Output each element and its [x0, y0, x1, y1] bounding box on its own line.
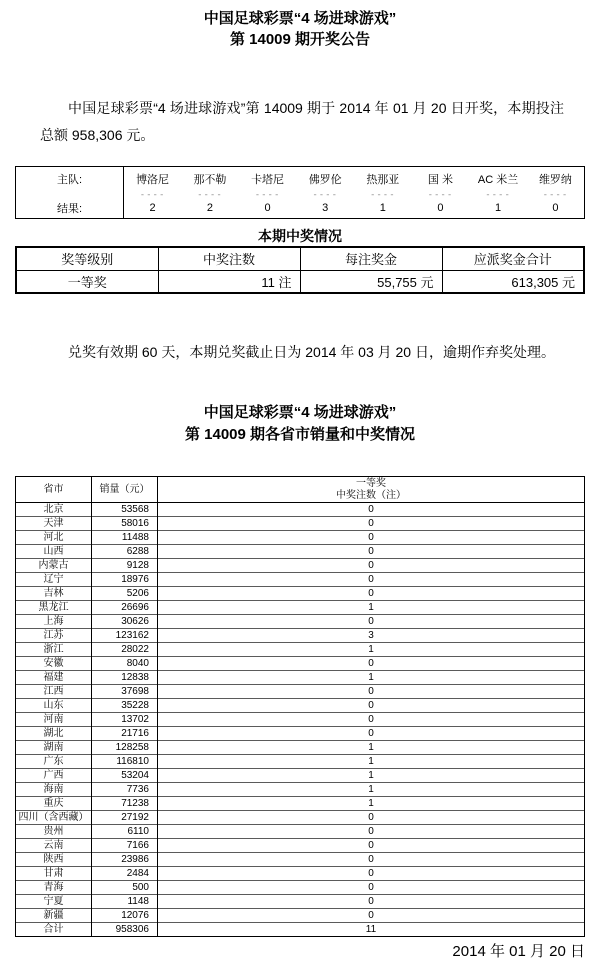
province-name-cell: 天津: [16, 517, 92, 531]
province-sales-cell: 116810: [92, 755, 158, 769]
province-wins-cell: 0: [158, 573, 585, 587]
province-sales-cell: 2484: [92, 867, 158, 881]
province-sales-cell: 21716: [92, 727, 158, 741]
province-name-cell: 海南: [16, 783, 92, 797]
province-wins-cell: 1: [158, 643, 585, 657]
team-name: 那不勒: [193, 173, 227, 186]
province-name-cell: 甘肃: [16, 867, 92, 881]
province-row: [16, 853, 585, 867]
province-sales-cell: 6110: [92, 825, 158, 839]
province-name-cell: 青海: [16, 881, 92, 895]
team-name: AC 米兰: [477, 173, 519, 186]
province-sales-cell: 23986: [92, 853, 158, 867]
province-wins-cell: 0: [158, 587, 585, 601]
province-row: [16, 895, 585, 909]
results-row: [16, 200, 585, 219]
separator-label-cell: [16, 188, 124, 200]
province-row: [16, 671, 585, 685]
team-result: 2: [206, 201, 213, 214]
prize-header-total: 应派奖金合计: [442, 247, 584, 270]
province-row: [16, 629, 585, 643]
province-name-cell: 安徽: [16, 657, 92, 671]
province-sales-cell: 27192: [92, 811, 158, 825]
province-wins-cell: 1: [158, 671, 585, 685]
prize-section-title: 本期中奖情况: [258, 228, 342, 244]
province-sales-cell: 9128: [92, 559, 158, 573]
prize-amount-value: 55,755 元: [300, 270, 442, 293]
province-name-cell: 山西: [16, 545, 92, 559]
province-header-wins: [158, 477, 585, 503]
province-name-cell: 宁夏: [16, 895, 92, 909]
province-wins-cell: 0: [158, 825, 585, 839]
province-sales-cell: 123162: [92, 629, 158, 643]
team-result: 2: [149, 201, 156, 214]
province-row: [16, 825, 585, 839]
province-wins-cell: 0: [158, 699, 585, 713]
province-wins-cell: 0: [158, 839, 585, 853]
province-sales-cell: 8040: [92, 657, 158, 671]
team-separator: [412, 188, 470, 200]
province-name-cell: 陕西: [16, 853, 92, 867]
document-title: [0, 8, 600, 50]
province-name-cell: 合计: [16, 923, 92, 937]
province-row: [16, 867, 585, 881]
prize-header-count: 中奖注数: [158, 247, 300, 270]
province-name-cell: 江西: [16, 685, 92, 699]
province-row: [16, 587, 585, 601]
province-sales-cell: 37698: [92, 685, 158, 699]
province-name-cell: 山东: [16, 699, 92, 713]
province-name-cell: 湖北: [16, 727, 92, 741]
province-sales-cell: 7166: [92, 839, 158, 853]
province-name-cell: 新疆: [16, 909, 92, 923]
province-row: [16, 769, 585, 783]
province-wins-cell: 1: [158, 769, 585, 783]
province-sales-cell: 500: [92, 881, 158, 895]
province-sales-cell: 1148: [92, 895, 158, 909]
province-title-line1: 中国足球彩票“4 场进球游戏”: [203, 404, 397, 421]
dash-mark: ----: [485, 189, 511, 200]
province-wins-cell: 0: [158, 559, 585, 573]
province-name-cell: 吉林: [16, 587, 92, 601]
province-sales-cell: 18976: [92, 573, 158, 587]
province-sales-cell: 6288: [92, 545, 158, 559]
prize-total-value: 613,305 元: [442, 270, 584, 293]
dash-mark: ----: [139, 189, 166, 200]
province-name-cell: 黑龙江: [16, 601, 92, 615]
province-wins-cell: 0: [158, 545, 585, 559]
result-label: 结果:: [16, 200, 124, 219]
province-header-wins-line2: 中奖注数（注）: [336, 489, 406, 501]
home-teams-row: [16, 167, 585, 188]
province-wins-cell: 3: [158, 629, 585, 643]
province-wins-cell: 0: [158, 909, 585, 923]
prize-level-value: 一等奖: [16, 270, 158, 293]
province-row: [16, 909, 585, 923]
province-wins-cell: 0: [158, 895, 585, 909]
province-row: [16, 783, 585, 797]
prize-header-level: 奖等级别: [16, 247, 158, 270]
province-wins-cell: 0: [158, 811, 585, 825]
footer-date: 2014 年 01 月 20 日: [452, 943, 585, 960]
province-name-cell: 福建: [16, 671, 92, 685]
province-header-wins-line1: 一等奖: [356, 477, 386, 489]
prize-count-value: 11 注: [158, 270, 300, 293]
document-title-line1: 中国足球彩票“4 场进球游戏”: [203, 10, 397, 27]
province-name-cell: 浙江: [16, 643, 92, 657]
province-row: [16, 545, 585, 559]
team-result: 0: [264, 201, 271, 214]
province-row: [16, 685, 585, 699]
province-row: [16, 573, 585, 587]
team-result: 1: [379, 201, 386, 214]
province-row: [16, 881, 585, 895]
province-name-cell: 重庆: [16, 797, 92, 811]
province-wins-cell: 0: [158, 713, 585, 727]
intro-paragraph: 中国足球彩票“4 场进球游戏”第 14009 期于 2014 年 01 月 20 日开奖，本期投注总额 958,306 元。: [40, 100, 564, 143]
province-name-cell: 上海: [16, 615, 92, 629]
province-row: [16, 699, 585, 713]
province-sales-table: [15, 476, 585, 937]
province-row: [16, 531, 585, 545]
dash-mark: ----: [312, 189, 339, 200]
province-name-cell: 内蒙古: [16, 559, 92, 573]
prize-header-row: [16, 247, 584, 270]
team-name: 维罗纳: [538, 173, 572, 186]
province-sales-cell: 5206: [92, 587, 158, 601]
team-result: 3: [322, 201, 329, 214]
province-row: [16, 741, 585, 755]
province-name-cell: 云南: [16, 839, 92, 853]
dash-mark: ----: [369, 189, 396, 200]
province-row: [16, 727, 585, 741]
dash-mark: ----: [542, 189, 569, 200]
province-row: [16, 517, 585, 531]
province-sales-cell: 26696: [92, 601, 158, 615]
province-sales-cell: 28022: [92, 643, 158, 657]
province-name-cell: 北京: [16, 503, 92, 517]
province-wins-cell: 0: [158, 727, 585, 741]
province-wins-cell: 0: [158, 615, 585, 629]
province-name-cell: 湖南: [16, 741, 92, 755]
total-row: [16, 923, 585, 937]
province-wins-cell: 1: [158, 783, 585, 797]
province-row: [16, 601, 585, 615]
team-name: 博洛尼: [136, 173, 170, 186]
team-separator: [239, 188, 297, 200]
province-name-cell: 河北: [16, 531, 92, 545]
province-header-sales: 销量（元）: [92, 477, 158, 503]
province-row: [16, 839, 585, 853]
province-row: [16, 657, 585, 671]
province-sales-cell: 71238: [92, 797, 158, 811]
province-wins-cell: 0: [158, 517, 585, 531]
home-team-label: 主队:: [16, 167, 124, 188]
document-title-line2: 第 14009 期开奖公告: [229, 31, 371, 48]
province-name-cell: 四川（含西藏）: [16, 811, 92, 825]
team-result: 0: [437, 201, 444, 214]
team-result: 1: [495, 201, 502, 214]
province-row: [16, 755, 585, 769]
match-results-table: [15, 166, 585, 219]
province-wins-cell: 0: [158, 531, 585, 545]
province-wins-cell: 1: [158, 601, 585, 615]
province-wins-cell: 0: [158, 685, 585, 699]
province-sales-cell: 30626: [92, 615, 158, 629]
province-name-cell: 江苏: [16, 629, 92, 643]
province-sales-cell: 13702: [92, 713, 158, 727]
province-sales-cell: 958306: [92, 923, 158, 937]
team-separator: [296, 188, 354, 200]
redeem-paragraph: 兑奖有效期 60 天，本期兑奖截止日为 2014 年 03 月 20 日，逾期作弃奖处理。: [68, 344, 555, 360]
province-wins-cell: 0: [158, 867, 585, 881]
province-wins-cell: 1: [158, 797, 585, 811]
province-sales-cell: 7736: [92, 783, 158, 797]
dash-mark: ----: [254, 189, 281, 200]
province-wins-cell: 0: [158, 881, 585, 895]
province-sales-cell: 12076: [92, 909, 158, 923]
province-row: [16, 559, 585, 573]
province-name-cell: 广西: [16, 769, 92, 783]
separator-row: [16, 188, 585, 200]
province-sales-cell: 53568: [92, 503, 158, 517]
team-name: 佛罗伦: [308, 173, 342, 186]
province-wins-cell: 1: [158, 741, 585, 755]
province-sales-cell: 12838: [92, 671, 158, 685]
team-separator: [181, 188, 239, 200]
province-title-line2: 第 14009 期各省市销量和中奖情况: [184, 426, 416, 443]
province-section-title: [0, 402, 600, 446]
province-sales-cell: 128258: [92, 741, 158, 755]
team-result: 0: [552, 201, 559, 214]
province-row: [16, 503, 585, 517]
province-row: [16, 811, 585, 825]
province-wins-cell: 1: [158, 755, 585, 769]
province-name-cell: 河南: [16, 713, 92, 727]
province-row: [16, 643, 585, 657]
prize-data-row: [16, 270, 584, 293]
province-wins-cell: 0: [158, 853, 585, 867]
province-name-cell: 贵州: [16, 825, 92, 839]
province-sales-cell: 53204: [92, 769, 158, 783]
province-wins-cell: 11: [158, 923, 585, 937]
dash-mark: ----: [197, 189, 223, 200]
province-header-name: 省市: [16, 477, 92, 503]
province-sales-cell: 58016: [92, 517, 158, 531]
province-name-cell: 辽宁: [16, 573, 92, 587]
province-header-row: [16, 477, 585, 503]
dash-mark: ----: [427, 189, 454, 200]
province-name-cell: 广东: [16, 755, 92, 769]
province-sales-cell: 11488: [92, 531, 158, 545]
province-row: [16, 713, 585, 727]
province-wins-cell: 0: [158, 503, 585, 517]
prize-table: [15, 246, 585, 294]
prize-header-amount: 每注奖金: [300, 247, 442, 270]
province-sales-cell: 35228: [92, 699, 158, 713]
province-wins-cell: 0: [158, 657, 585, 671]
team-name: 热那亚: [366, 173, 400, 186]
team-separator: [354, 188, 412, 200]
team-name: 卡塔尼: [251, 173, 285, 186]
province-row: [16, 615, 585, 629]
team-separator: [527, 188, 585, 200]
team-name: 国 米: [427, 173, 453, 186]
team-separator: [124, 188, 182, 200]
province-row: [16, 797, 585, 811]
team-separator: [469, 188, 527, 200]
